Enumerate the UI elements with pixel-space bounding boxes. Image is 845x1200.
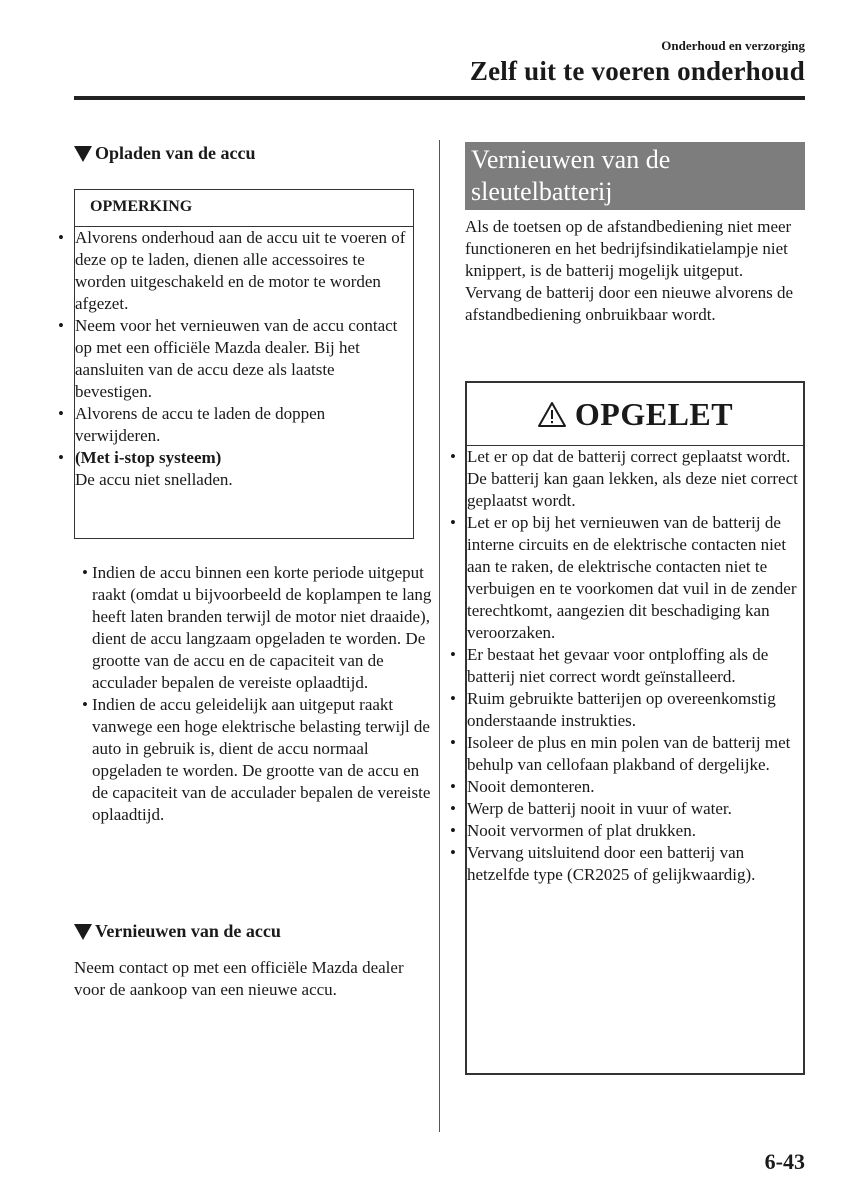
- note-list: [58, 227, 413, 491]
- note-title: OPMERKING: [75, 190, 413, 227]
- replace-battery-text: Neem contact op met een officiële Mazda dealer voor de aankoop van een nieuwe accu.: [74, 958, 404, 999]
- heading-charging-battery-text: Opladen van de accu: [95, 143, 256, 163]
- header-rule: [74, 96, 805, 100]
- caution-item: • Er bestaat het gevaar voor ontploffing als de batterij niet correct wordt geïnstalleerd.: [450, 645, 769, 686]
- heading-replace-battery-text: Vernieuwen van de accu: [95, 921, 281, 941]
- page-title: Zelf uit te voeren onderhoud: [469, 56, 805, 86]
- heading-charging-battery: [74, 143, 256, 164]
- note-item: • Neem voor het vernieuwen van de accu contact op met een officiële Mazda dealer. Bij het aansluiten van de accu deze als laatste bevestigen.: [58, 316, 398, 401]
- note-item-bold: (Met i-stop systeem): [75, 448, 222, 467]
- caution-subitem: • Nooit demonteren.: [450, 777, 595, 796]
- note-item: • Alvorens onderhoud aan de accu uit te voeren of deze op te laden, dienen alle accessoires te worden uitgeschakeld en de motor te worden afgezet.: [58, 228, 406, 313]
- caution-item: • Let er op bij het vernieuwen van de batterij de interne circuits en de elektrische contacten niet aan te raken, de elektrische contacten niet te verbuigen en te voorkomen dat vuil in de zender terechtkomt, aangezien dit beschadiging kan veroorzaken.: [450, 513, 797, 642]
- caution-subitem: • Werp de batterij nooit in vuur of water.: [450, 799, 732, 818]
- triangle-marker-icon: [74, 146, 92, 162]
- column-divider: [439, 140, 440, 1132]
- page-number: 6-43: [764, 1149, 805, 1174]
- list-item: • Indien de accu geleidelijk aan uitgeput raakt vanwege een hoge elektrische belasting terwijl de auto in gebruik is, dient de accu normaal opgeladen te worden. De grootte van de accu en de capaciteit van de acculader bepalen de vereiste oplaadtijd.: [82, 695, 431, 824]
- key-battery-intro: Als de toetsen op de afstandbediening niet meer functioneren en het bedrijfsindikatielampje niet knippert, is de batterij mogelijk uitgeput. Vervang de batterij door een nieuwe alvorens de afstandbediening onbruikbaar wordt.: [465, 217, 794, 324]
- caution-sublist: [450, 732, 803, 842]
- key-battery-heading: Vernieuwen van de sleutelbatterij: [465, 142, 805, 210]
- caution-item: • Ruim gebruikte batterijen op overeenkomstig onderstaande instrukties. • Isoleer de plus en min polen van de batterij met behulp van cellofaan plakband of dergelijke. • Nooit demonteren. • Werp de batterij nooit in vuur of water. • Nooit vervormen of plat drukken.: [467, 688, 803, 842]
- caution-header: [467, 383, 803, 446]
- section-label: Onderhoud en verzorging: [661, 38, 805, 53]
- caution-title: OPGELET: [574, 395, 734, 432]
- caution-list: [450, 446, 803, 886]
- caution-item: • Vervang uitsluitend door een batterij van hetzelfde type (CR2025 of gelijkwaardig).: [450, 843, 756, 884]
- caution-item: • Let er op dat de batterij correct geplaatst wordt. De batterij kan gaan lekken, als deze niet correct geplaatst wordt.: [450, 447, 798, 510]
- list-item: • Indien de accu binnen een korte periode uitgeput raakt (omdat u bijvoorbeeld de koplampen te lang heeft laten branden terwijl de motor niet draaide), dient de accu langzaam opgeladen te worden. De grootte van de accu en de capaciteit van de acculader bepalen de vereiste oplaadtijd.: [82, 563, 432, 692]
- caution-box: [450, 381, 805, 1075]
- caution-subitem: • Isoleer de plus en min polen van de batterij met behulp van cellofaan plakband of dergelijke.: [450, 733, 791, 774]
- note-item: • (Met i-stop systeem) De accu niet snelladen.: [58, 448, 233, 489]
- heading-replace-battery: [74, 921, 281, 942]
- warning-triangle-icon: [537, 401, 567, 428]
- note-item: • Alvorens de accu te laden de doppen verwijderen.: [58, 404, 326, 445]
- caution-subitem: • Nooit vervormen of plat drukken.: [450, 821, 696, 840]
- note-box: [58, 189, 414, 539]
- charging-bullets: [82, 562, 432, 826]
- triangle-marker-icon: [74, 924, 92, 940]
